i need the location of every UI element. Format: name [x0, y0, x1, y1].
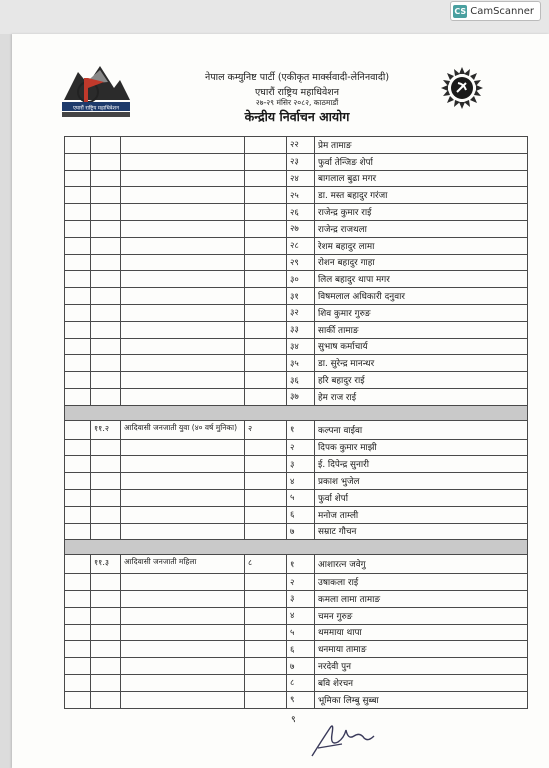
blank-cell [245, 523, 287, 540]
table-row [65, 420, 528, 439]
blank-cell [65, 439, 91, 456]
table-row [65, 304, 528, 321]
blank-cell [91, 187, 121, 204]
scanner-top-bar [0, 0, 549, 34]
blank-cell [91, 388, 121, 405]
serial-number-cell: ४ [287, 473, 315, 490]
blank-cell [91, 574, 121, 591]
blank-cell [91, 321, 121, 338]
camscanner-badge [450, 1, 541, 21]
blank-cell [65, 321, 91, 338]
blank-cell [65, 624, 91, 641]
blank-cell [91, 137, 121, 154]
serial-number-cell: २५ [287, 187, 315, 204]
candidate-name-cell: डा. सुरेन्द्र मानन्धर [315, 355, 528, 372]
camscanner-label: CamScanner [470, 5, 534, 17]
blank-cell [245, 304, 287, 321]
blank-cell [121, 607, 245, 624]
blank-cell [245, 237, 287, 254]
blank-cell [121, 506, 245, 523]
table-row [65, 204, 528, 221]
table-row [65, 271, 528, 288]
blank-cell [245, 607, 287, 624]
blank-cell [121, 439, 245, 456]
blank-cell [91, 624, 121, 641]
group-count-cell: ८ [245, 555, 287, 574]
candidate-name-cell: राजेन्द्र राजथला [315, 220, 528, 237]
convention-title: एघारौं राष्ट्रिय महाधिवेशन [254, 87, 340, 98]
group-count-cell: २ [245, 420, 287, 439]
blank-cell [121, 204, 245, 221]
blank-cell [65, 607, 91, 624]
blank-cell [121, 338, 245, 355]
blank-cell [91, 658, 121, 675]
candidate-name-cell: हेम राज राई [315, 388, 528, 405]
table-row [65, 321, 528, 338]
blank-cell [65, 574, 91, 591]
blank-cell [91, 170, 121, 187]
candidate-name-cell: चमन गुरुङ [315, 607, 528, 624]
serial-number-cell: ७ [287, 523, 315, 540]
blank-cell [245, 338, 287, 355]
serial-number-cell: १ [287, 420, 315, 439]
blank-cell [121, 321, 245, 338]
table-row [65, 456, 528, 473]
table-row [65, 170, 528, 187]
blank-cell [245, 153, 287, 170]
blank-cell [121, 254, 245, 271]
candidate-name-cell: रोशन बहादुर गाहा [315, 254, 528, 271]
blank-cell [65, 420, 91, 439]
blank-cell [245, 456, 287, 473]
candidate-name-cell: शिव कुमार गुरुङ [315, 304, 528, 321]
table-row [65, 691, 528, 708]
blank-cell [65, 204, 91, 221]
table-row [65, 658, 528, 675]
serial-number-cell: ९ [287, 691, 315, 708]
blank-cell [91, 355, 121, 372]
table-row [65, 506, 528, 523]
blank-cell [121, 170, 245, 187]
table-row [65, 439, 528, 456]
table-row [65, 355, 528, 372]
blank-cell [65, 523, 91, 540]
blank-cell [245, 288, 287, 305]
blank-cell [91, 237, 121, 254]
serial-number-cell: ३ [287, 456, 315, 473]
blank-cell [91, 254, 121, 271]
signature-icon [308, 720, 398, 760]
candidate-name-cell: बवि शेरचन [315, 674, 528, 691]
serial-number-cell: ८ [287, 674, 315, 691]
candidate-name-cell: नरदेवी पुन [315, 658, 528, 675]
candidate-name-cell: बागलाल बुढा मगर [315, 170, 528, 187]
blank-cell [65, 658, 91, 675]
blank-cell [65, 288, 91, 305]
table-row [65, 338, 528, 355]
candidate-name-cell: धनमाया तामाङ [315, 641, 528, 658]
blank-cell [245, 489, 287, 506]
blank-cell [91, 473, 121, 490]
candidate-name-cell: रेशम बहादुर लामा [315, 237, 528, 254]
blank-cell [245, 624, 287, 641]
candidate-name-cell: कमला लामा तामाङ [315, 590, 528, 607]
candidate-name-cell: फुर्वा तेन्जिङ शेर्पा [315, 153, 528, 170]
blank-cell [245, 372, 287, 389]
divider-cell [65, 405, 528, 420]
blank-cell [121, 574, 245, 591]
candidate-name-cell: थममाया थापा [315, 624, 528, 641]
party-name: नेपाल कम्युनिष्ट पार्टी (एकीकृत मार्क्सवादी-लेनिनवादी) [204, 72, 390, 83]
serial-number-cell: ३६ [287, 372, 315, 389]
table-row [65, 574, 528, 591]
blank-cell [65, 153, 91, 170]
blank-cell [91, 590, 121, 607]
candidate-name-cell: मनोज ताम्ली [315, 506, 528, 523]
serial-number-cell: २८ [287, 237, 315, 254]
blank-cell [245, 388, 287, 405]
serial-number-cell: ३१ [287, 288, 315, 305]
serial-number-cell: २२ [287, 137, 315, 154]
blank-cell [91, 674, 121, 691]
blank-cell [121, 187, 245, 204]
table-row [65, 590, 528, 607]
table-row [65, 607, 528, 624]
blank-cell [91, 523, 121, 540]
candidate-name-cell: सार्की तामाङ [315, 321, 528, 338]
blank-cell [245, 590, 287, 607]
blank-cell [245, 187, 287, 204]
blank-cell [121, 288, 245, 305]
blank-cell [121, 691, 245, 708]
blank-cell [65, 590, 91, 607]
blank-cell [65, 388, 91, 405]
table-row [65, 674, 528, 691]
blank-cell [65, 372, 91, 389]
table-row [65, 473, 528, 490]
candidate-table-body [65, 137, 528, 709]
blank-cell [121, 674, 245, 691]
serial-number-cell: ६ [287, 641, 315, 658]
table-row [65, 489, 528, 506]
blank-cell [245, 506, 287, 523]
candidate-name-cell: उषाकला राई [315, 574, 528, 591]
serial-number-cell: २७ [287, 220, 315, 237]
blank-cell [91, 691, 121, 708]
serial-number-cell: ३ [287, 590, 315, 607]
blank-cell [121, 237, 245, 254]
table-row [65, 254, 528, 271]
section-divider-row [65, 405, 528, 420]
blank-cell [121, 523, 245, 540]
blank-cell [245, 355, 287, 372]
blank-cell [245, 137, 287, 154]
blank-cell [245, 271, 287, 288]
candidate-name-cell: कल्पना वाईवा [315, 420, 528, 439]
blank-cell [245, 691, 287, 708]
blank-cell [121, 372, 245, 389]
blank-cell [91, 220, 121, 237]
table-row [65, 641, 528, 658]
serial-number-cell: ३२ [287, 304, 315, 321]
serial-number-cell: २४ [287, 170, 315, 187]
candidate-name-cell: आशारत्न जवेगु [315, 555, 528, 574]
blank-cell [91, 271, 121, 288]
blank-cell [121, 388, 245, 405]
blank-cell [91, 641, 121, 658]
section-divider-row [65, 540, 528, 555]
candidate-name-cell: ई. दिपेन्द्र सुनारी [315, 456, 528, 473]
table-row [65, 624, 528, 641]
document-header [12, 34, 549, 130]
blank-cell [245, 321, 287, 338]
blank-cell [245, 439, 287, 456]
blank-cell [65, 338, 91, 355]
blank-cell [91, 288, 121, 305]
serial-number-cell: ३५ [287, 355, 315, 372]
blank-cell [121, 304, 245, 321]
candidate-name-cell: प्रकाश भुजेल [315, 473, 528, 490]
candidate-name-cell: फुर्वा शेर्पा [315, 489, 528, 506]
candidate-table [64, 136, 528, 709]
blank-cell [245, 473, 287, 490]
serial-number-cell: ७ [287, 658, 315, 675]
candidate-name-cell: डा. मस्त बहादुर गरंजा [315, 187, 528, 204]
table-row [65, 372, 528, 389]
blank-cell [121, 271, 245, 288]
blank-cell [121, 220, 245, 237]
blank-cell [245, 658, 287, 675]
blank-cell [245, 641, 287, 658]
group-name-cell: आदिवासी जनजाती युवा (४० वर्ष मुनिका) [121, 420, 245, 439]
table-row [65, 523, 528, 540]
convention-date-venue: २७-२९ मंसिर २०८२, काठमाडौं [255, 98, 339, 107]
camscanner-logo-icon: CS [454, 6, 467, 16]
table-row [65, 555, 528, 574]
group-code-cell: ११.३ [91, 555, 121, 574]
blank-cell [121, 489, 245, 506]
blank-cell [65, 473, 91, 490]
candidate-name-cell: प्रेम तामाङ [315, 137, 528, 154]
table-row [65, 388, 528, 405]
blank-cell [65, 674, 91, 691]
blank-cell [91, 204, 121, 221]
serial-number-cell: ३३ [287, 321, 315, 338]
blank-cell [65, 304, 91, 321]
blank-cell [65, 489, 91, 506]
blank-cell [91, 489, 121, 506]
blank-cell [91, 372, 121, 389]
serial-number-cell: २९ [287, 254, 315, 271]
blank-cell [65, 237, 91, 254]
blank-cell [65, 506, 91, 523]
table-row [65, 153, 528, 170]
table-row [65, 220, 528, 237]
blank-cell [65, 555, 91, 574]
blank-cell [245, 170, 287, 187]
serial-number-cell: ५ [287, 624, 315, 641]
blank-cell [121, 590, 245, 607]
blank-cell [121, 641, 245, 658]
serial-number-cell: २ [287, 439, 315, 456]
blank-cell [91, 506, 121, 523]
blank-cell [91, 456, 121, 473]
serial-number-cell: ३४ [287, 338, 315, 355]
serial-number-cell: ६ [287, 506, 315, 523]
divider-cell [65, 540, 528, 555]
table-row [65, 187, 528, 204]
candidate-name-cell: सम्राट गौचन [315, 523, 528, 540]
table-row [65, 237, 528, 254]
table-row [65, 137, 528, 154]
candidate-name-cell: सुभाष कर्माचार्य [315, 338, 528, 355]
blank-cell [65, 187, 91, 204]
candidate-name-cell: विषमलाल अधिकारी दनुवार [315, 288, 528, 305]
serial-number-cell: २ [287, 574, 315, 591]
serial-number-cell: २६ [287, 204, 315, 221]
blank-cell [121, 153, 245, 170]
blank-cell [65, 641, 91, 658]
page-number: ९ [291, 715, 296, 725]
blank-cell [121, 355, 245, 372]
blank-cell [245, 574, 287, 591]
blank-cell [245, 254, 287, 271]
blank-cell [65, 691, 91, 708]
blank-cell [121, 624, 245, 641]
blank-cell [91, 304, 121, 321]
blank-cell [91, 607, 121, 624]
blank-cell [121, 473, 245, 490]
serial-number-cell: ५ [287, 489, 315, 506]
blank-cell [245, 220, 287, 237]
serial-number-cell: १ [287, 555, 315, 574]
blank-cell [65, 355, 91, 372]
blank-cell [245, 204, 287, 221]
candidate-name-cell: भूमिका लिम्बु सुब्बा [315, 691, 528, 708]
blank-cell [65, 254, 91, 271]
blank-cell [65, 220, 91, 237]
convention-emblem-text: एघारौं राष्ट्रिय महाधिवेशन [73, 105, 119, 112]
document-page [12, 34, 549, 768]
blank-cell [91, 153, 121, 170]
blank-cell [121, 456, 245, 473]
convention-emblem-icon [58, 62, 134, 120]
candidate-name-cell: लिल बहादुर थापा मगर [315, 271, 528, 288]
party-sun-emblem-icon [440, 66, 484, 110]
group-name-cell: आदिवासी जनजाती महिला [121, 555, 245, 574]
serial-number-cell: ४ [287, 607, 315, 624]
serial-number-cell: २३ [287, 153, 315, 170]
serial-number-cell: ३० [287, 271, 315, 288]
blank-cell [65, 137, 91, 154]
blank-cell [121, 658, 245, 675]
serial-number-cell: ३७ [287, 388, 315, 405]
commission-title: केन्द्रीय निर्वाचन आयोग [244, 109, 350, 124]
blank-cell [65, 170, 91, 187]
blank-cell [65, 271, 91, 288]
table-row [65, 288, 528, 305]
blank-cell [245, 674, 287, 691]
candidate-name-cell: दिपक कुमार माझी [315, 439, 528, 456]
group-code-cell: ११.२ [91, 420, 121, 439]
blank-cell [65, 456, 91, 473]
blank-cell [121, 137, 245, 154]
blank-cell [91, 439, 121, 456]
candidate-name-cell: हरि बहादुर राई [315, 372, 528, 389]
blank-cell [91, 338, 121, 355]
candidate-name-cell: राजेन्द्र कुमार राई [315, 204, 528, 221]
